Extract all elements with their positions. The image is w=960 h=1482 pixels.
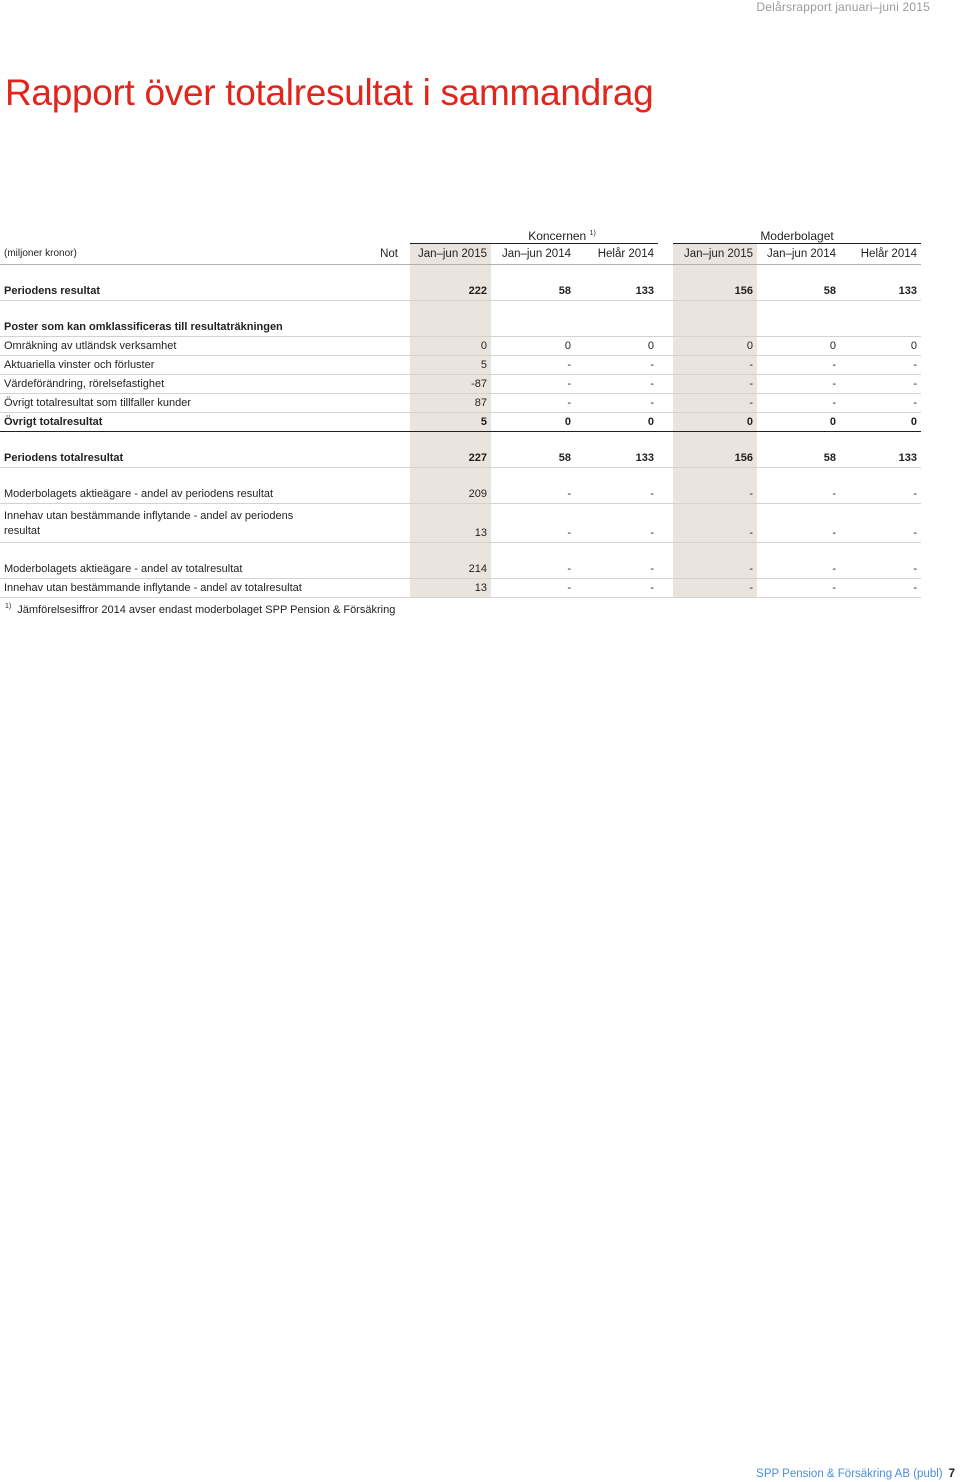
column-header: Jan–jun 2014 — [757, 244, 840, 265]
table-cell: 133 — [575, 282, 658, 301]
table-row — [0, 375, 921, 394]
row-label: Övrigt totalresultat som tillfaller kunder — [0, 394, 321, 413]
table-cell: - — [673, 485, 757, 504]
table-cell: - — [575, 579, 658, 598]
table-cell: 0 — [840, 413, 921, 432]
table-cell: - — [491, 560, 575, 579]
group-koncernen: Koncernen $^{1)}$ — [410, 226, 658, 244]
row-label: Periodens resultat — [0, 282, 321, 301]
table-cell: - — [840, 504, 921, 543]
table-cell: - — [757, 579, 840, 598]
table-cell: 156 — [673, 282, 757, 301]
table-cell: 58 — [491, 282, 575, 301]
row-label: Moderbolagets aktieägare - andel av totalresultat — [0, 560, 321, 579]
table-cell: 87 — [410, 394, 491, 413]
table-row — [0, 337, 921, 356]
page-footer — [756, 1468, 955, 1480]
unit-label: (miljoner kronor) — [0, 244, 321, 265]
footnote-text: Jämförelsesiffror 2014 avser endast moderbolaget SPP Pension & Försäkring — [17, 604, 396, 616]
footer-company: SPP Pension & Försäkring AB (publ) — [756, 1468, 943, 1480]
table-cell: - — [673, 560, 757, 579]
table-cell: - — [840, 375, 921, 394]
table-cell: 0 — [491, 337, 575, 356]
table-cell: 209 — [410, 485, 491, 504]
table-cell: - — [491, 356, 575, 375]
total-result-table — [0, 226, 921, 598]
not-header: Not — [321, 244, 402, 265]
table-cell: - — [575, 375, 658, 394]
spacer-row — [0, 301, 921, 319]
footnote-marker: 1) — [5, 603, 12, 610]
row-label: Övrigt totalresultat — [0, 413, 321, 432]
table-cell: - — [673, 394, 757, 413]
table-cell: 0 — [410, 337, 491, 356]
column-header: Jan–jun 2015 — [410, 244, 491, 265]
table-row — [0, 504, 921, 543]
table-cell — [491, 318, 575, 337]
row-label: Värdeförändring, rörelsefastighet — [0, 375, 321, 394]
table-cell: - — [757, 485, 840, 504]
spacer-row — [0, 468, 921, 486]
table-cell — [757, 318, 840, 337]
table-cell: - — [757, 394, 840, 413]
table-cell: 133 — [575, 449, 658, 468]
running-head: Delårsrapport januari–juni 2015 — [756, 0, 930, 14]
table-cell: - — [840, 579, 921, 598]
table-cell: 0 — [757, 413, 840, 432]
table-cell: - — [840, 485, 921, 504]
table-row — [0, 485, 921, 504]
table-row — [0, 449, 921, 468]
table-cell: - — [757, 356, 840, 375]
table-row — [0, 560, 921, 579]
column-header-row — [0, 244, 921, 265]
table-row — [0, 394, 921, 413]
table-cell: - — [840, 560, 921, 579]
table-cell — [575, 318, 658, 337]
table-cell: - — [575, 356, 658, 375]
table-cell: 58 — [757, 282, 840, 301]
column-header: Jan–jun 2014 — [491, 244, 575, 265]
row-label: Innehav utan bestämmande inflytande - andel av periodens resultat — [0, 504, 321, 543]
table-cell — [840, 318, 921, 337]
table-cell: - — [491, 394, 575, 413]
table-row — [0, 356, 921, 375]
group-moderbolaget: Moderbolaget — [673, 226, 921, 244]
group-header-row — [0, 226, 921, 244]
table-cell: 58 — [757, 449, 840, 468]
row-label: Innehav utan bestämmande inflytande - andel av totalresultat — [0, 579, 321, 598]
table-cell: 0 — [673, 337, 757, 356]
table-cell: 0 — [757, 337, 840, 356]
table-cell: - — [757, 560, 840, 579]
page-title: Rapport över totalresultat i sammandrag — [5, 72, 654, 113]
table-cell: 156 — [673, 449, 757, 468]
table-cell: 222 — [410, 282, 491, 301]
table-cell: 5 — [410, 413, 491, 432]
table-cell: - — [673, 579, 757, 598]
table-cell: 5 — [410, 356, 491, 375]
row-label: Omräkning av utländsk verksamhet — [0, 337, 321, 356]
table-cell: - — [840, 356, 921, 375]
spacer-row — [0, 265, 921, 283]
table-cell: 227 — [410, 449, 491, 468]
table-cell: 133 — [840, 282, 921, 301]
table-cell: 0 — [673, 413, 757, 432]
table-cell: - — [491, 485, 575, 504]
table-cell: - — [673, 375, 757, 394]
column-header: Helår 2014 — [575, 244, 658, 265]
table-cell: - — [673, 504, 757, 543]
table-cell: 133 — [840, 449, 921, 468]
footnote — [5, 603, 395, 616]
table-cell: 58 — [491, 449, 575, 468]
table-cell — [673, 318, 757, 337]
table-row — [0, 318, 921, 337]
table-cell: - — [491, 579, 575, 598]
column-header: Jan–jun 2015 — [673, 244, 757, 265]
table-cell: - — [575, 560, 658, 579]
table-cell: - — [757, 504, 840, 543]
row-label: Aktuariella vinster och förluster — [0, 356, 321, 375]
table-cell: - — [491, 375, 575, 394]
table-cell — [410, 318, 491, 337]
table-cell: - — [757, 375, 840, 394]
table-row — [0, 282, 921, 301]
table-cell: - — [575, 504, 658, 543]
column-header: Helår 2014 — [840, 244, 921, 265]
koncernen-note-marker: 1) — [589, 230, 596, 237]
table-cell: 0 — [575, 337, 658, 356]
table-cell: - — [673, 356, 757, 375]
page-number: 7 — [948, 1468, 955, 1480]
table-cell: 214 — [410, 560, 491, 579]
table-body — [0, 265, 921, 598]
table-row — [0, 413, 921, 432]
table-cell: -87 — [410, 375, 491, 394]
table-cell: 13 — [410, 504, 491, 543]
table-cell: 0 — [840, 337, 921, 356]
table-row — [0, 579, 921, 598]
table-cell: 0 — [491, 413, 575, 432]
spacer-row — [0, 432, 921, 450]
table-cell: 0 — [575, 413, 658, 432]
table-cell: - — [575, 394, 658, 413]
row-label: Periodens totalresultat — [0, 449, 321, 468]
table-cell: 13 — [410, 579, 491, 598]
table-cell: - — [575, 485, 658, 504]
row-label: Poster som kan omklassificeras till resultaträkningen — [0, 318, 321, 337]
table-cell: - — [491, 504, 575, 543]
row-label: Moderbolagets aktieägare - andel av periodens resultat — [0, 485, 321, 504]
spacer-row — [0, 543, 921, 561]
table-cell: - — [840, 394, 921, 413]
